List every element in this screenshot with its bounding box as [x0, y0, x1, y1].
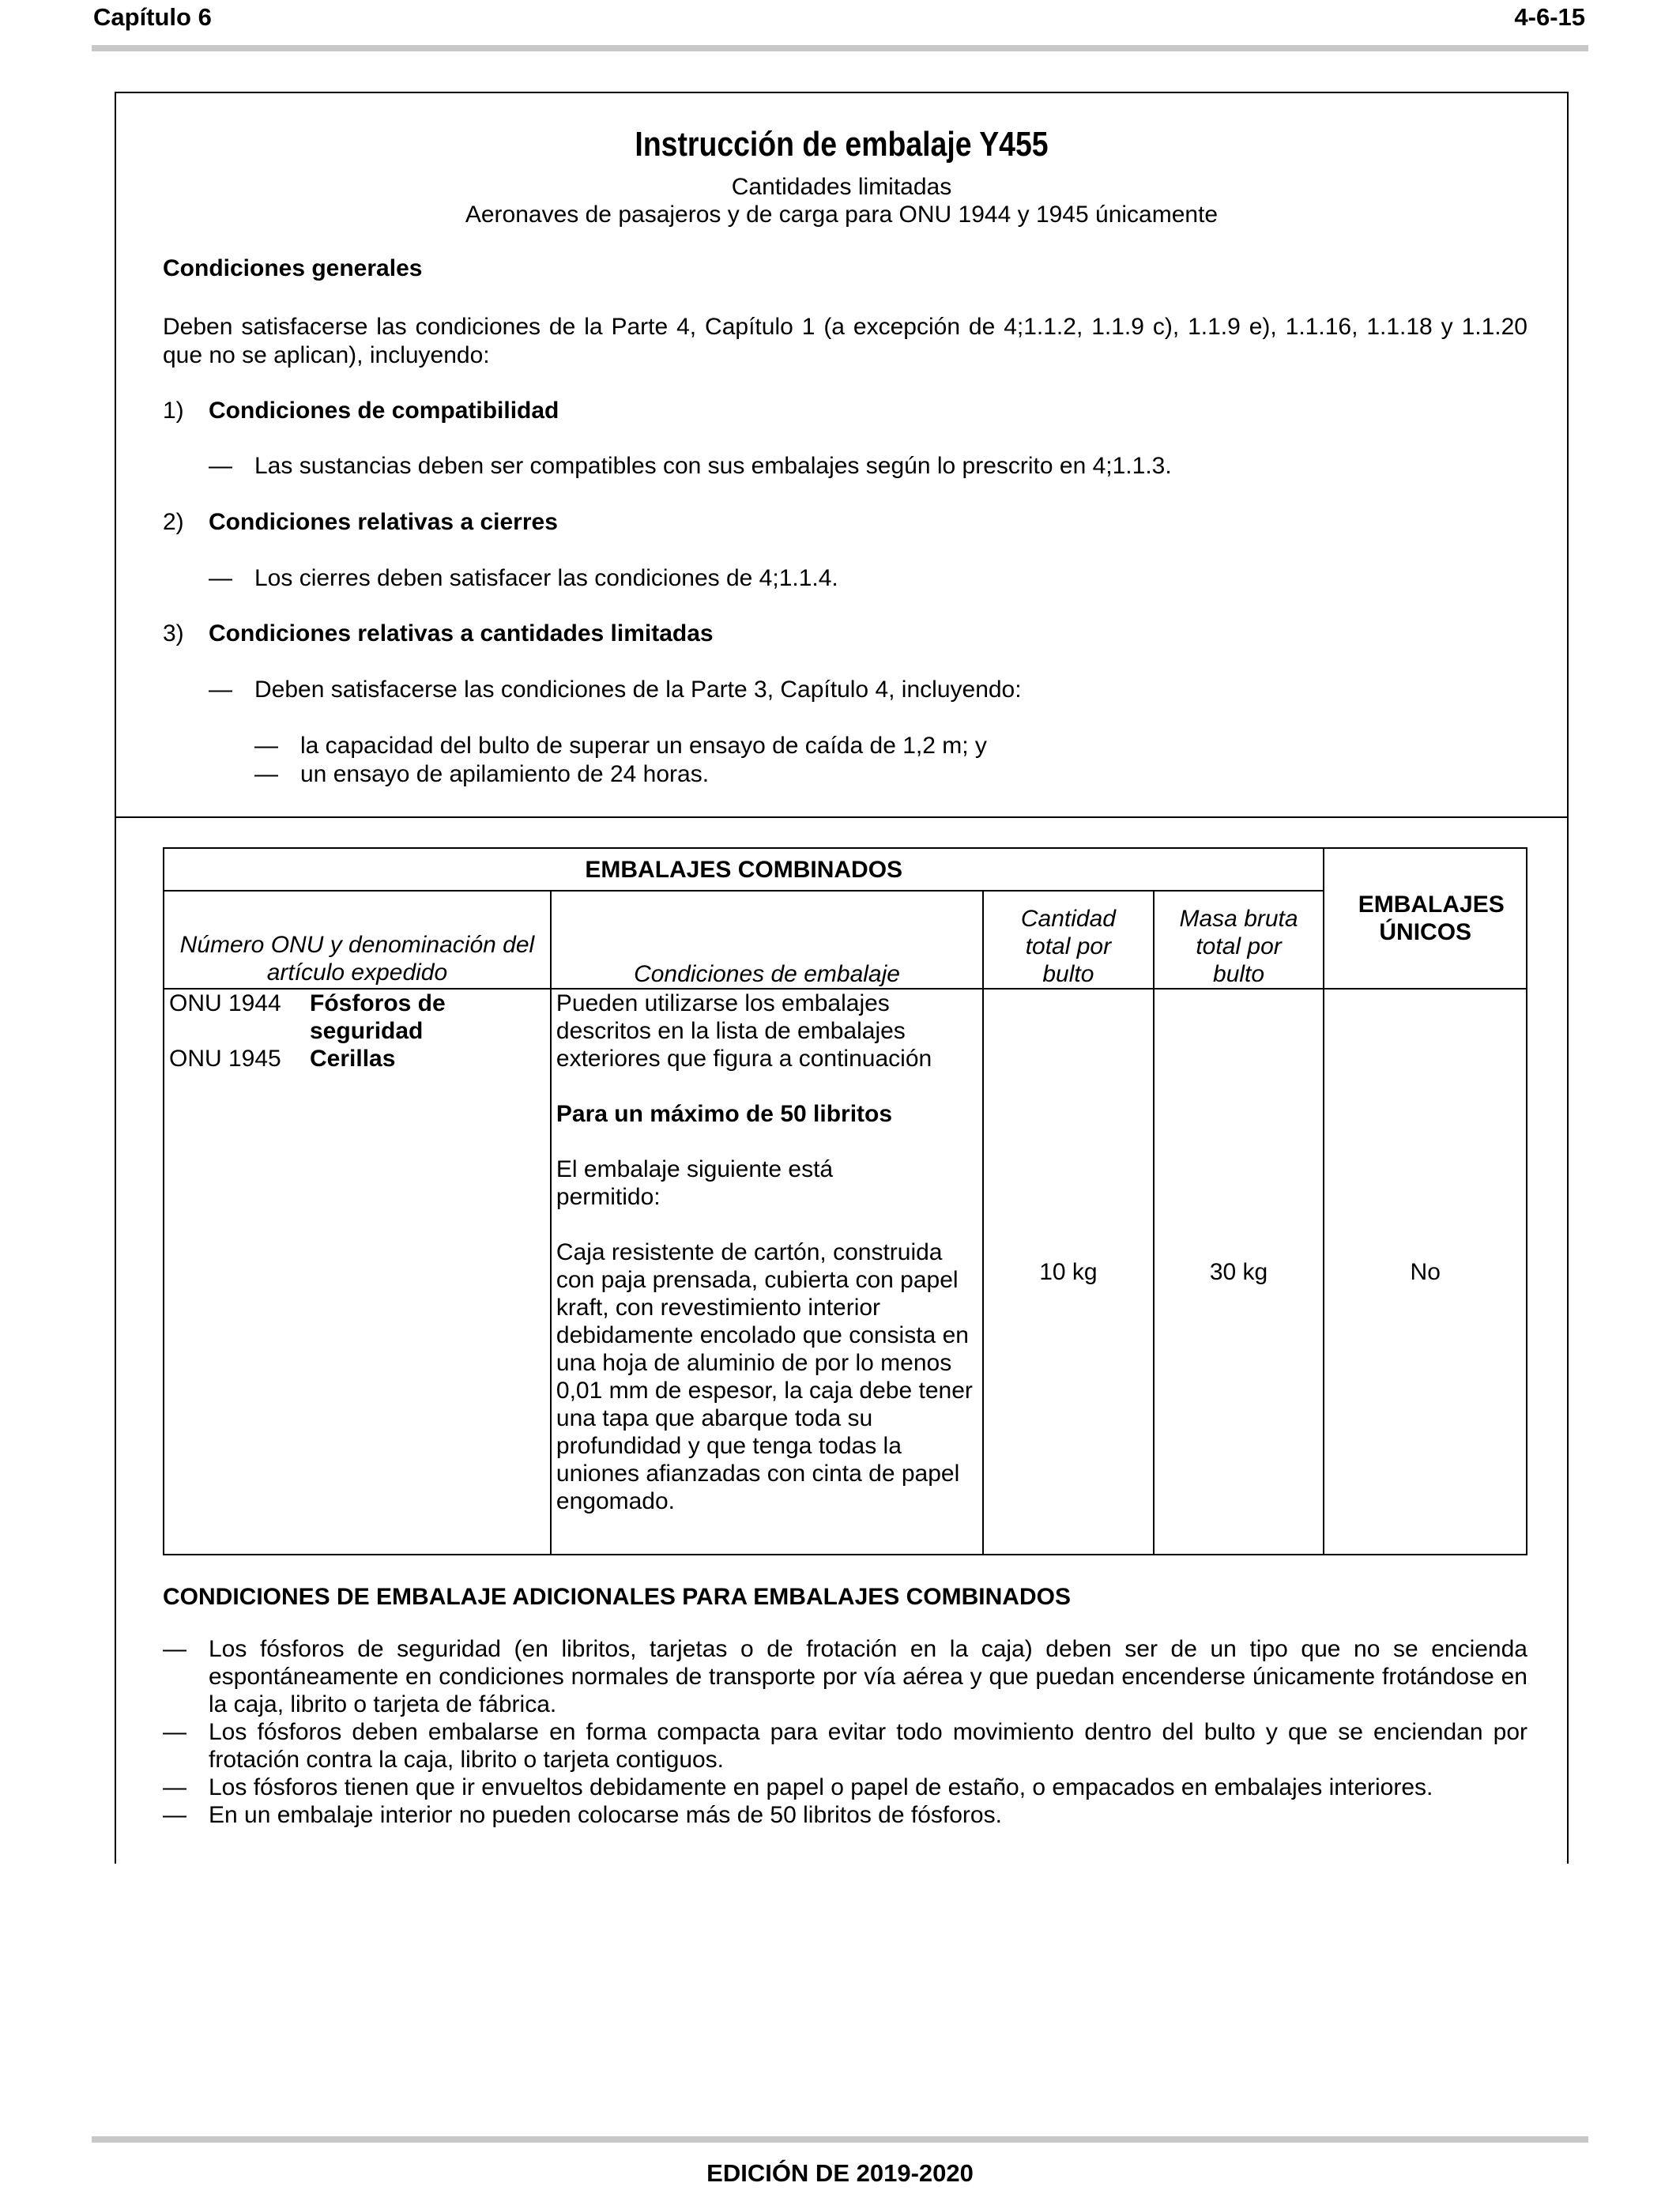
condition-text: Las sustancias deben ser compatibles con sus embalajes según lo prescrito en 4;1.1.3.: [254, 453, 1172, 479]
footer-rule: [92, 2136, 1588, 2143]
instruction-title: Instrucción de embalaje Y455: [635, 125, 1049, 164]
list-item: [163, 1801, 1527, 1829]
chapter-label: Capítulo 6: [93, 3, 212, 31]
em-dash: —: [163, 1636, 186, 1662]
condition-number: 3): [163, 620, 184, 647]
conditions-box-description: Caja resistente de cartón, construida con paja prensada, cubierta con papel kraft, con revestimiento interior debidamente encolado que consista en una hoja de aluminio de por lo menos 0,01 mm de espesor, la caja debe tener una tapa que abarque toda su profundidad y que tenga todas la uniones afianzadas con cinta de papel engomado.: [556, 1239, 973, 1514]
section-divider: [116, 816, 1567, 818]
gross-mass-label: Masa bruta total por bulto: [1179, 906, 1298, 987]
packaging-table: [163, 847, 1527, 1555]
un-entries-cell: [164, 989, 551, 1555]
em-dash: —: [163, 1802, 186, 1828]
em-dash: —: [209, 677, 232, 703]
subcondition-drop-test: [254, 732, 987, 760]
gross-mass-value: 30 kg: [1154, 989, 1324, 1555]
condition-3-text: [209, 676, 1022, 704]
single-packaging-header: [1324, 848, 1527, 989]
un-name: Fósforos de seguridad: [310, 990, 446, 1044]
list-item: [163, 1635, 1527, 1718]
un-entry-1945: [169, 1045, 545, 1072]
subcondition-text: la capacidad del bulto de superar un ensayo de caída de 1,2 m; y: [300, 733, 987, 759]
conditions-max-booklets: Para un máximo de 50 libritos: [556, 1101, 893, 1127]
additional-conditions-list: [163, 1635, 1527, 1829]
condition-number: 2): [163, 509, 184, 535]
un-entry-1944: [169, 990, 545, 1045]
list-item-text: Los fósforos tienen que ir envueltos debidamente en papel o papel de estaño, o empacados en embalajes interiores.: [209, 1774, 1433, 1800]
total-quantity-label: Cantidad total por bulto: [1020, 906, 1116, 987]
em-dash: —: [254, 761, 278, 787]
em-dash: —: [163, 1774, 186, 1800]
list-item: [163, 1718, 1527, 1774]
subtitle-aircraft: Aeronaves de pasajeros y de carga para ONU 1944 y 1945 únicamente: [465, 202, 1219, 228]
edition-footer: EDICIÓN DE 2019-2020: [706, 2159, 974, 2187]
header-rule: [92, 45, 1588, 51]
condition-1-text: [209, 452, 1172, 481]
subtitle-limited-quantities: Cantidades limitadas: [731, 174, 952, 200]
page-number: 4-6-15: [1514, 3, 1585, 31]
list-item-text: En un embalaje interior no pueden colocarse más de 50 libritos de fósforos.: [209, 1802, 1002, 1828]
condition-2-text: [209, 564, 838, 593]
combined-packaging-header: EMBALAJES COMBINADOS: [164, 848, 1324, 891]
subcondition-text: un ensayo de apilamiento de 24 horas.: [300, 761, 710, 787]
un-number: ONU 1944: [169, 990, 281, 1016]
condition-3: [163, 620, 714, 648]
instruction-box: [115, 92, 1569, 1864]
single-packaging-value: No: [1324, 989, 1527, 1555]
condition-text: Deben satisfacerse las condiciones de la Parte 3, Capítulo 4, incluyendo:: [254, 677, 1022, 703]
em-dash: —: [209, 453, 232, 479]
conditions-permitted: El embalaje siguiente está permitido:: [556, 1156, 834, 1210]
condition-text: Los cierres deben satisfacer las condiciones de 4;1.1.4.: [254, 565, 838, 591]
un-number-label: Número ONU y denominación del artículo expedido: [179, 932, 535, 986]
list-item-text: Los fósforos de seguridad (en libritos, tarjetas o de frotación en la caja) deben ser de un tipo que no se encienda espontáneamente en condiciones normales de transporte por vía aérea y que puedan encenderse únicamente frotándose en la caja, librito o tarjeta de fábrica.: [209, 1636, 1527, 1717]
total-quantity-value: 10 kg: [983, 989, 1154, 1555]
un-name: Cerillas: [310, 1046, 396, 1072]
em-dash: —: [209, 565, 232, 591]
em-dash: —: [254, 733, 278, 759]
list-item-text: Los fósforos deben embalarse en forma compacta para evitar todo movimiento dentro del bulto y que se enciendan por frotación contra la caja, librito o tarjeta contiguos.: [209, 1719, 1527, 1773]
packaging-conditions-cell: [551, 989, 983, 1555]
un-number: ONU 1945: [169, 1046, 281, 1072]
un-number-column-header: [164, 891, 551, 989]
condition-heading: Condiciones de compatibilidad: [209, 398, 559, 424]
list-item: [163, 1774, 1527, 1801]
total-quantity-column-header: [983, 891, 1154, 989]
condition-heading: Condiciones relativas a cierres: [209, 509, 558, 535]
condition-heading: Condiciones relativas a cantidades limitadas: [209, 620, 714, 647]
general-conditions-intro: Deben satisfacerse las condiciones de la Parte 4, Capítulo 1 (a excepción de 4;1.1.2, 1.1.9 c), 1.1.9 e), 1.1.16, 1.1.18 y 1.1.20 que no se aplican), incluyendo:: [163, 314, 1527, 368]
general-conditions-heading: Condiciones generales: [163, 255, 423, 281]
packaging-conditions-column-header: Condiciones de embalaje: [551, 891, 983, 989]
single-packaging-label: EMBALAJES ÚNICOS: [1358, 892, 1505, 945]
condition-2: [163, 508, 558, 537]
em-dash: —: [163, 1719, 186, 1745]
condition-1: [163, 397, 559, 425]
condition-number: 1): [163, 398, 184, 424]
additional-conditions-heading: CONDICIONES DE EMBALAJE ADICIONALES PARA EMBALAJES COMBINADOS: [163, 1584, 1071, 1610]
gross-mass-column-header: [1154, 891, 1324, 989]
subcondition-stacking-test: [254, 760, 709, 789]
conditions-paragraph: Pueden utilizarse los embalajes descritos en la lista de embalajes exteriores que figura a continuación: [556, 990, 932, 1072]
